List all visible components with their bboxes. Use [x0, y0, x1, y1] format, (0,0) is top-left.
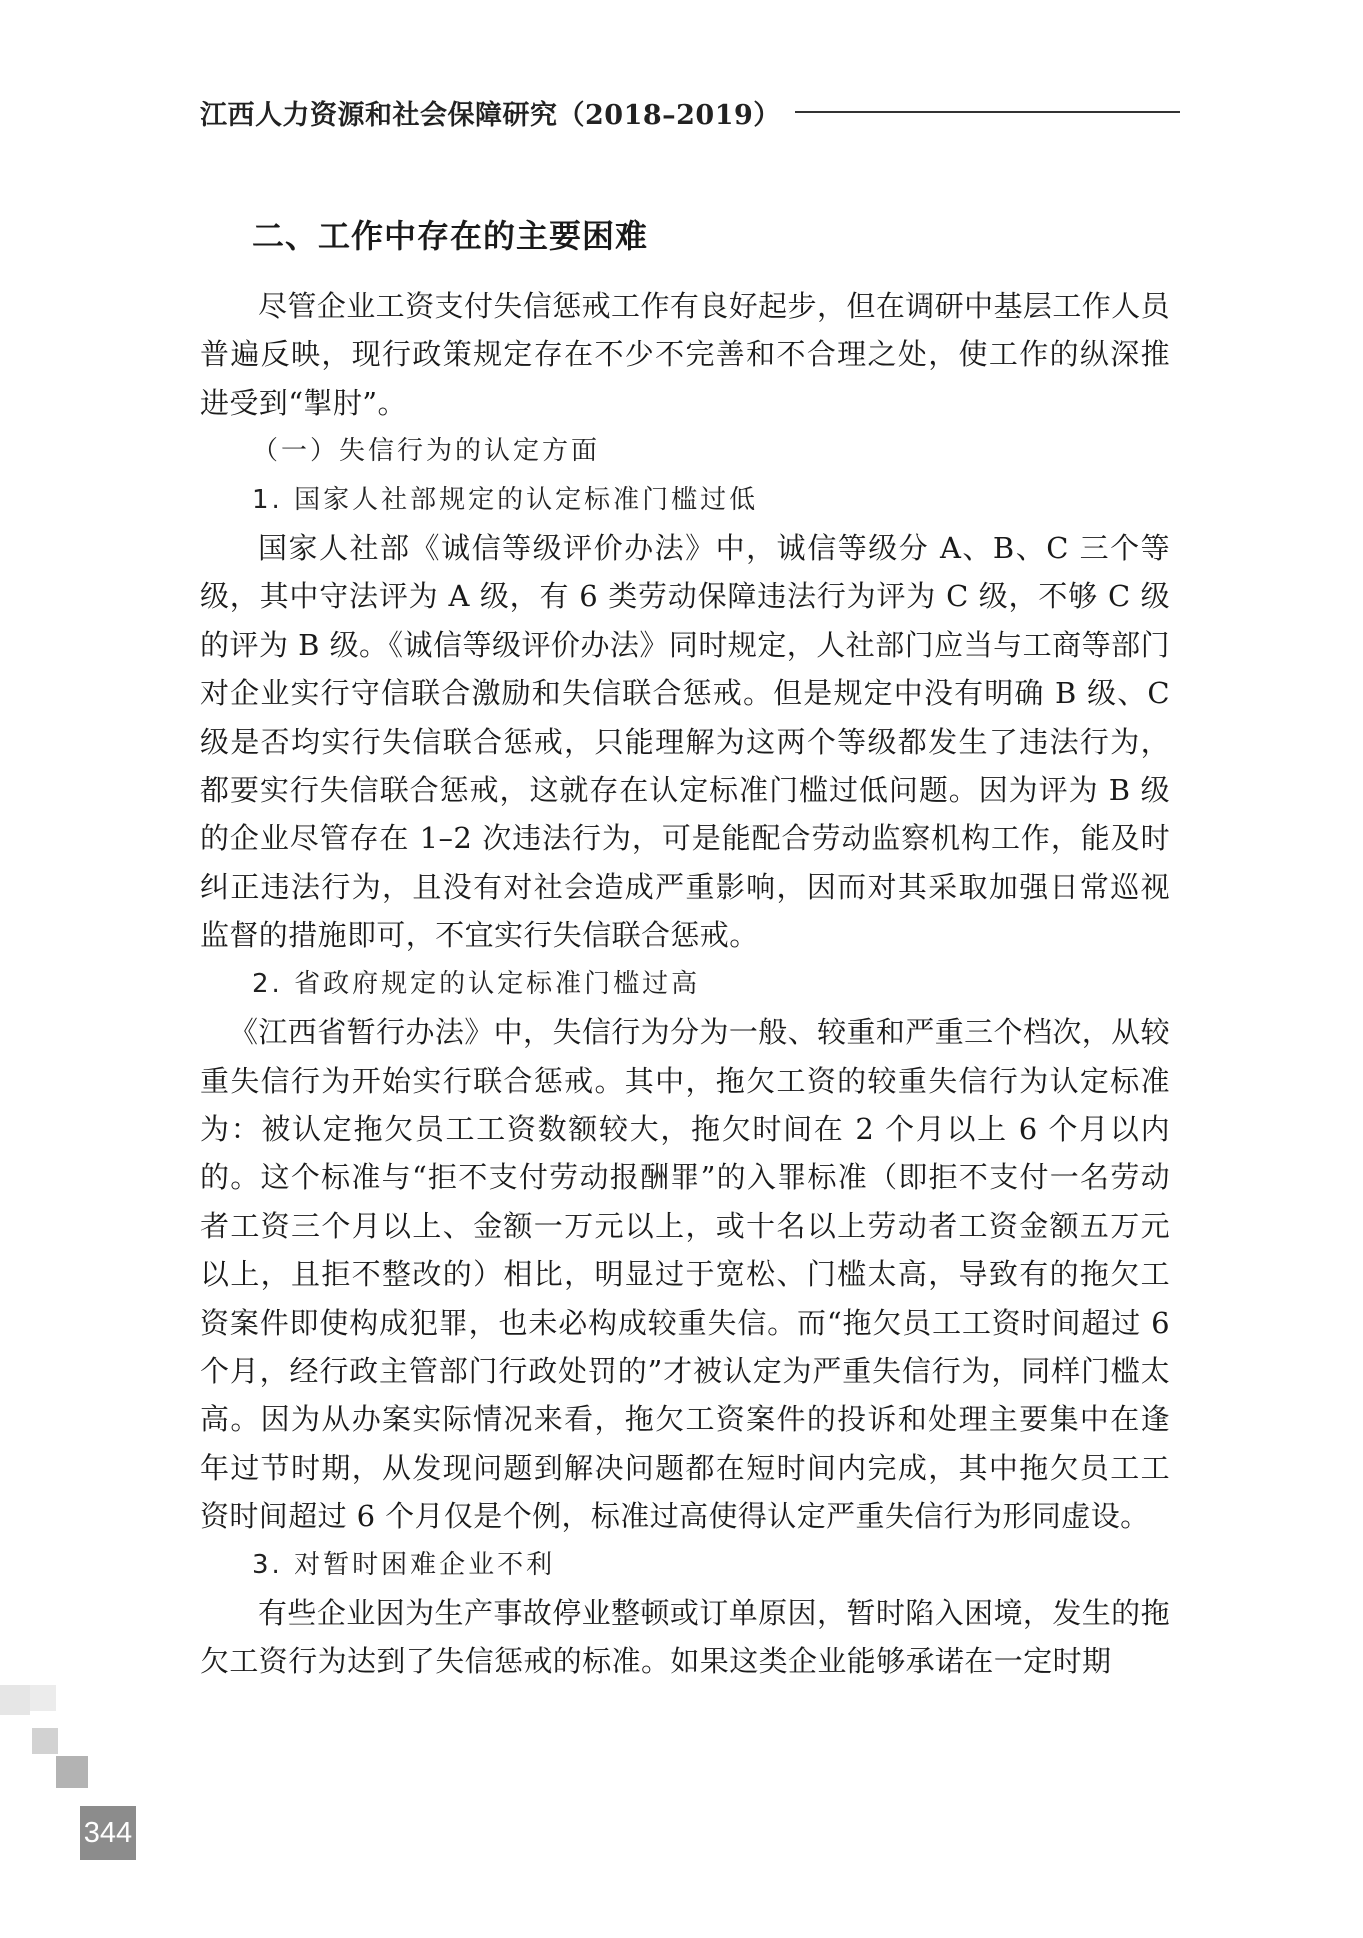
page-number: 344 — [80, 1806, 136, 1860]
decor-square-3 — [32, 1728, 58, 1754]
item-heading-3: 3. 对暂时困难企业不利 — [252, 1549, 556, 1580]
running-header — [200, 92, 1180, 132]
item-paragraph-1: 国家人社部《诚信等级评价办法》中，诚信等级分 A、B、C 三个等级，其中守法评为 A 级，有 6 类劳动保障违法行为评为 C 级，不够 C 级的评为 B 级。《诚信等级评价办法》同时规定，人社部门应当与工商等部门对企业实行守信联合激励和失信联合惩戒。但是规定中没有明确 B 级、C 级是否均实行失信联合惩戒，只能理解为这两个等级都发生了违法行为，都要实行失信联合惩戒，这就存在认定标准门槛过低问题。因为评为 B 级的企业尽管存在 1–2 次违法行为，可是能配合劳动监察机构工作，能及时纠正违法行为，且没有对社会造成严重影响，因而对其采取加强日常巡视监督的措施即可，不宜实行失信联合惩戒。 — [200, 531, 1170, 953]
item-heading-1: 1. 国家人社部规定的认定标准门槛过低 — [252, 484, 759, 515]
subsection-heading-1: （一）失信行为的认定方面 — [252, 436, 601, 467]
item-paragraph-3: 有些企业因为生产事故停业整顿或订单原因，暂时陷入困境，发生的拖欠工资行为达到了失信惩戒的标准。如果这类企业能够承诺在一定时期 — [200, 1595, 1170, 1679]
item-paragraph-2: 《江西省暂行办法》中，失信行为分为一般、较重和严重三个档次，从较重失信行为开始实行联合惩戒。其中，拖欠工资的较重失信行为认定标准为：被认定拖欠员工工资数额较大，拖欠时间在 2 个月以上 6 个月以内的。这个标准与“拒不支付劳动报酬罪”的入罪标准（即拒不支付一名劳动者工资三个月以上、金额一万元以上，或十名以上劳动者工资金额五万元以上，且拒不整改的）相比，明显过于宽松、门槛太高，导致有的拖欠工资案件即使构成犯罪，也未必构成较重失信。而“拖欠员工工资时间超过 6 个月，经行政主管部门行政处罚的”才被认定为严重失信行为，同样门槛太高。因为从办案实际情况来看，拖欠工资案件的投诉和处理主要集中在逢年过节时期，从发现问题到解决问题都在短时间内完成，其中拖欠员工工资时间超过 6 个月仅是个例，标准过高使得认定严重失信行为形同虚设。 — [200, 1015, 1170, 1534]
header-rule — [795, 111, 1180, 113]
decor-square-4 — [56, 1756, 88, 1788]
item-heading-2: 2. 省政府规定的认定标准门槛过高 — [252, 968, 701, 999]
section-title: 二、工作中存在的主要困难 — [252, 217, 649, 255]
book-title: 江西人力资源和社会保障研究（2018–2019） — [200, 99, 781, 131]
intro-paragraph: 尽管企业工资支付失信惩戒工作有良好起步，但在调研中基层工作人员普遍反映，现行政策规定存在不少不完善和不合理之处，使工作的纵深推进受到“掣肘”。 — [200, 289, 1170, 420]
decor-square-2 — [30, 1685, 56, 1711]
page-body — [200, 212, 1170, 1686]
decor-square-1 — [0, 1685, 30, 1715]
